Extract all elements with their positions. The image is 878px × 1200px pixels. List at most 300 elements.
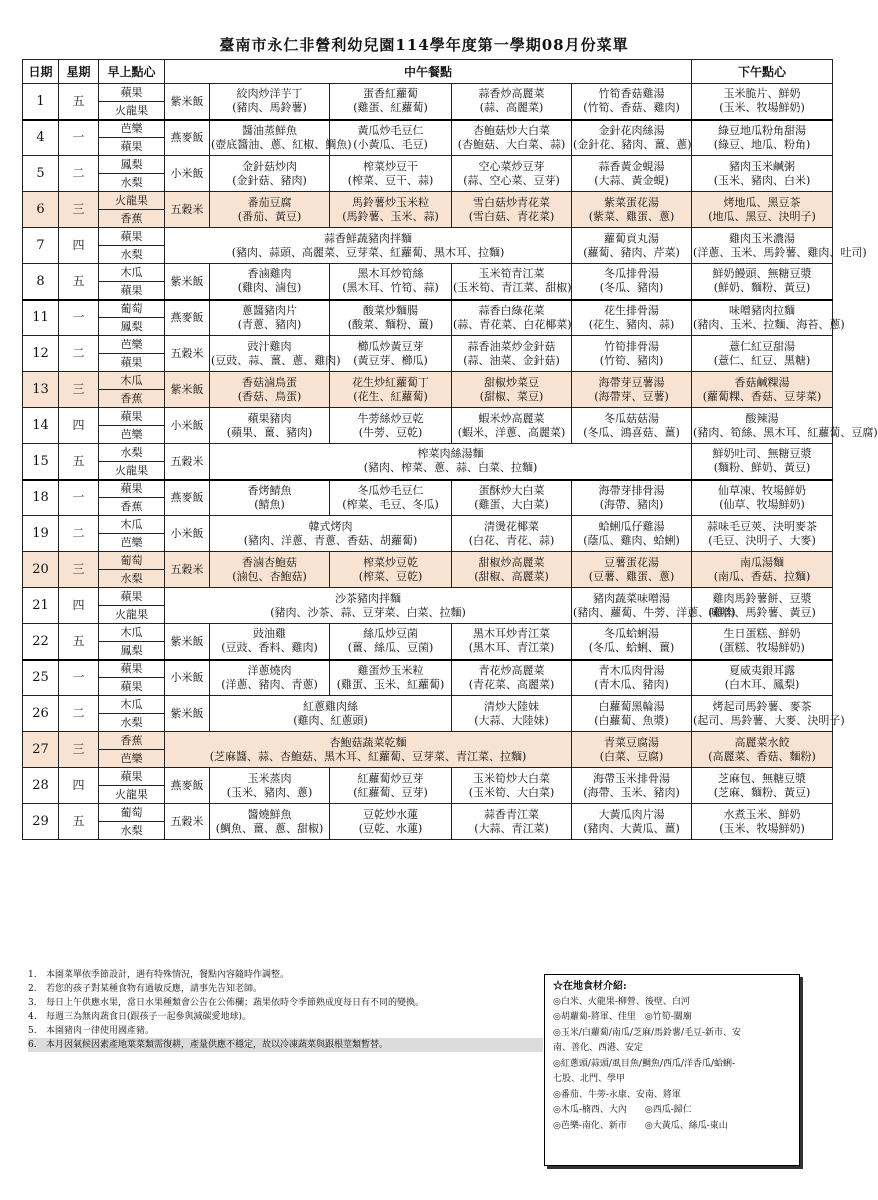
dish-ingredients: (小黃瓜、毛豆) <box>353 137 428 151</box>
morning-fruit: 木瓜 <box>99 624 165 642</box>
note-number: 1. <box>28 970 37 980</box>
dish-name: 豬肉玉米鹹粥 <box>729 159 796 173</box>
staple-grain: 紫米飯 <box>165 372 210 408</box>
lunch-dish <box>452 408 572 444</box>
morning-fruit: 蘋果 <box>99 354 165 372</box>
day-weekday: 四 <box>59 228 99 264</box>
menu-row <box>23 228 833 246</box>
day-date: 21 <box>23 588 59 624</box>
dish-name: 蛋酥炒大白菜 <box>478 483 545 497</box>
morning-fruit: 水梨 <box>99 246 165 264</box>
dish-ingredients: (蘿蔔、豬肉、芹菜) <box>583 245 680 259</box>
lunch-dish <box>210 84 330 120</box>
dish-ingredients: (冬瓜、鴻喜菇、薑) <box>583 425 680 439</box>
dish-name: 蒜味毛豆莢、決明麥茶 <box>707 519 818 533</box>
afternoon-snack <box>692 192 833 228</box>
dish-ingredients: (青蔥、豬肉) <box>237 317 302 331</box>
dish-name: 酸菜炒麵腸 <box>363 303 418 317</box>
dish-name: 玉米筍青江菜 <box>478 267 545 281</box>
lunch-dish <box>572 480 692 516</box>
dish-name: 櫛瓜炒黃豆芽 <box>357 339 424 353</box>
lunch-dish <box>572 156 692 192</box>
morning-fruit: 木瓜 <box>99 696 165 714</box>
morning-fruit: 芭樂 <box>99 336 165 354</box>
dish-ingredients: (芝麻、麵粉、黃豆) <box>713 785 811 799</box>
lunch-dish <box>452 156 572 192</box>
dish-name: 竹筍排骨湯 <box>604 339 660 353</box>
dish-ingredients: (花生、紅蘿蔔) <box>353 389 428 403</box>
morning-fruit: 蘋果 <box>99 678 165 696</box>
dish-name: 甜椒炒菜豆 <box>484 375 539 389</box>
note-item <box>28 968 543 982</box>
dish-ingredients: (蘿蔔粿、香菇、豆芽菜) <box>702 389 822 403</box>
menu-row <box>23 84 833 102</box>
dish-ingredients: (雞肉、馬鈴薯、黃豆) <box>708 605 816 619</box>
day-date: 12 <box>23 336 59 372</box>
dish-name: 烤地瓜、黑豆茶 <box>723 195 801 209</box>
lunch-dish <box>572 696 692 732</box>
menu-row <box>23 120 833 138</box>
header-lunch: 中午餐點 <box>165 60 692 84</box>
dish-ingredients: (蛋糕、牧場鮮奶) <box>719 641 805 655</box>
dish-ingredients: (黑木耳、竹筍、蒜) <box>342 281 439 295</box>
afternoon-snack <box>692 372 833 408</box>
lunch-dish <box>330 768 452 804</box>
day-weekday: 一 <box>59 660 99 696</box>
staple-grain: 小米飯 <box>165 156 210 192</box>
day-weekday: 三 <box>59 732 99 768</box>
afternoon-snack <box>692 156 833 192</box>
dish-ingredients: (番茄、黃豆) <box>237 209 302 223</box>
dish-ingredients: (紅蘿蔔、豆芽) <box>353 785 428 799</box>
dish-name: 薏仁紅豆甜湯 <box>729 339 796 353</box>
day-date: 7 <box>23 228 59 264</box>
lunch-dish <box>210 408 330 444</box>
lunch-dish <box>452 300 572 336</box>
lunch-dish <box>572 228 692 264</box>
dish-ingredients: (雞蛋、玉米、紅蘿蔔) <box>336 677 445 691</box>
dish-ingredients: (起司、馬鈴薯、大麥、決明子) <box>693 713 845 727</box>
dish-name: 竹筍香菇雞湯 <box>598 87 665 101</box>
dish-ingredients: (大蒜、青江菜) <box>474 821 549 835</box>
dish-name: 冬瓜蛤蜊湯 <box>604 627 660 641</box>
dish-name: 金針菇炒肉 <box>242 159 297 173</box>
dish-ingredients: (竹筍、豬肉) <box>599 353 664 367</box>
lunch-combined-dish <box>165 732 572 768</box>
dish-name: 黑木耳炒筍絲 <box>357 267 424 281</box>
dish-ingredients: (雪白菇、青花菜) <box>468 209 555 223</box>
dish-name: 榨菜肉絲湯麵 <box>417 447 484 461</box>
dish-name: 雞肉馬鈴薯餅、豆漿 <box>712 591 812 605</box>
staple-grain: 燕麥飯 <box>165 120 210 156</box>
lunch-dish <box>572 516 692 552</box>
menu-body <box>23 84 878 840</box>
dish-ingredients: (地瓜、黑豆、決明子) <box>708 209 816 223</box>
dish-name: 青木瓜肉骨湯 <box>598 663 665 677</box>
dish-name: 蛋香紅蘿蔔 <box>363 87 418 101</box>
lunch-dish <box>210 300 330 336</box>
dish-name: 海帶芽豆薯湯 <box>598 375 665 389</box>
menu-row <box>23 624 833 642</box>
page-title: 臺南市永仁非營利幼兒園114學年度第一學期08月份菜單 <box>219 36 629 54</box>
dish-name: 香烤鯖魚 <box>247 483 292 497</box>
staple-grain: 五穀米 <box>165 444 210 480</box>
morning-fruit: 蘋果 <box>99 660 165 678</box>
morning-fruit: 蘋果 <box>99 588 165 606</box>
dish-ingredients: (蒜、青花菜、白花椰菜) <box>453 317 572 331</box>
header-date: 日期 <box>23 60 59 84</box>
dish-ingredients: (酸菜、麵粉、薑) <box>347 317 434 331</box>
dish-ingredients: (白菜、豆腐) <box>599 749 664 763</box>
dish-name: 大黃瓜肉片湯 <box>598 807 665 821</box>
dish-ingredients: (豬肉、玉米、拉麵、海苔、蔥) <box>693 317 845 331</box>
lunch-dish <box>572 408 692 444</box>
afternoon-snack <box>692 588 833 624</box>
menu-table <box>22 59 878 840</box>
dish-name: 甜椒炒高麗菜 <box>478 555 545 569</box>
staple-grain: 五穀米 <box>165 552 210 588</box>
dish-name: 玉米蒸肉 <box>247 771 292 785</box>
lunch-dish <box>330 804 452 840</box>
staple-grain: 小米飯 <box>165 660 210 696</box>
note-item <box>28 996 543 1010</box>
menu-row <box>23 444 833 462</box>
lunch-dish <box>330 552 452 588</box>
dish-ingredients: (黃豆芽、櫛瓜) <box>353 353 428 367</box>
dish-name: 絞肉炒洋芋丁 <box>236 87 303 101</box>
header-weekday: 星期 <box>59 60 99 84</box>
dish-name: 花生排骨湯 <box>604 303 660 317</box>
morning-fruit: 火龍果 <box>99 606 165 624</box>
dish-name: 海帶玉米排骨湯 <box>593 771 671 785</box>
dish-ingredients: (豬肉、蒜頭、高麗菜、豆芽菜、紅蘿蔔、黑木耳、拉麵) <box>231 245 505 259</box>
day-weekday: 一 <box>59 300 99 336</box>
dish-name: 玉米脆片、鮮奶 <box>723 87 801 101</box>
dish-ingredients: (牛蒡、豆乾) <box>358 425 423 439</box>
afternoon-snack <box>692 804 833 840</box>
menu-row <box>23 732 833 750</box>
dish-ingredients: (豬肉、大黃瓜、薑) <box>583 821 680 835</box>
day-weekday: 三 <box>59 552 99 588</box>
lunch-dish <box>330 264 452 300</box>
dish-name: 榨菜炒豆干 <box>363 159 418 173</box>
local-ingredients-list <box>553 995 791 1135</box>
morning-fruit: 蘋果 <box>99 138 165 156</box>
day-date: 6 <box>23 192 59 228</box>
dish-name: 青花炒高麗菜 <box>478 663 545 677</box>
note-text: 每週三為無肉蔬食日(跟孩子一起參與減碳愛地球)。 <box>46 1012 252 1022</box>
day-weekday: 二 <box>59 156 99 192</box>
afternoon-snack <box>692 120 833 156</box>
dish-ingredients: (白花、青花、蒜) <box>468 533 555 547</box>
staple-grain: 紫米飯 <box>165 624 210 660</box>
lunch-dish <box>452 768 572 804</box>
menu-row <box>23 660 833 678</box>
dish-ingredients: (豆乾、水蓮) <box>358 821 423 835</box>
dish-name: 綠豆地瓜粉角甜湯 <box>718 123 807 137</box>
morning-fruit: 蘋果 <box>99 480 165 498</box>
lunch-dish <box>210 660 330 696</box>
dish-ingredients: (豆豉、香料、雞肉) <box>221 641 318 655</box>
dish-name: 洋蔥燒肉 <box>247 663 292 677</box>
menu-row <box>23 588 833 606</box>
day-weekday: 三 <box>59 192 99 228</box>
morning-fruit: 葡萄 <box>99 552 165 570</box>
morning-fruit: 水梨 <box>99 174 165 192</box>
lunch-dish <box>572 804 692 840</box>
dish-ingredients: (雞蛋、紅蘿蔔) <box>353 101 428 115</box>
dish-ingredients: (鯖魚) <box>254 497 285 511</box>
dish-name: 烤起司馬鈴薯、麥茶 <box>712 699 812 713</box>
dish-name: 蝦米炒高麗菜 <box>478 411 545 425</box>
day-weekday: 四 <box>59 408 99 444</box>
lunch-dish <box>330 84 452 120</box>
lunch-dish <box>330 300 452 336</box>
dish-name: 榨菜炒豆乾 <box>363 555 418 569</box>
header-row <box>23 60 833 84</box>
staple-grain: 小米飯 <box>165 516 210 552</box>
note-text: 本月因氣候因素產地葉菜類需復耕，產量供應不穩定，故以冷凍蔬菜與跟根莖類暫替。 <box>46 1040 389 1050</box>
dish-name: 蒜香炒高麗菜 <box>478 87 545 101</box>
dish-name: 南瓜湯麵 <box>740 555 785 569</box>
staple-grain: 五穀米 <box>165 804 210 840</box>
dish-name: 夏威夷銀耳露 <box>729 663 796 677</box>
afternoon-snack <box>692 696 845 732</box>
morning-fruit: 芭樂 <box>99 120 165 138</box>
lunch-dish <box>452 84 572 120</box>
note-item <box>28 1038 543 1052</box>
dish-name: 仙草凍、牧場鮮奶 <box>718 483 807 497</box>
staple-grain: 五穀米 <box>165 192 210 228</box>
dish-ingredients: (豆豉、蒜、薑、蔥、雞肉) <box>211 353 341 367</box>
day-weekday: 一 <box>59 480 99 516</box>
morning-fruit: 水梨 <box>99 444 165 462</box>
day-date: 13 <box>23 372 59 408</box>
menu-row <box>23 372 833 390</box>
lunch-dish <box>452 336 572 372</box>
lunch-dish <box>330 480 452 516</box>
day-date: 26 <box>23 696 59 732</box>
lunch-dish <box>452 804 572 840</box>
dish-name: 白蘿蔔黑輪湯 <box>598 699 665 713</box>
dish-name: 豉汁雞肉 <box>247 339 292 353</box>
dish-name: 蘋果豬肉 <box>247 411 292 425</box>
lunch-dish <box>572 192 692 228</box>
dish-ingredients: (白蘿蔔、魚漿) <box>594 713 669 727</box>
afternoon-snack <box>692 516 833 552</box>
morning-fruit: 鳳梨 <box>99 156 165 174</box>
day-date: 28 <box>23 768 59 804</box>
dish-name: 清炒大陸妹 <box>484 699 539 713</box>
dish-ingredients: (壺底醬油、蔥、紅椒、鯛魚) <box>211 137 352 151</box>
dish-ingredients: (海帶芽、豆薯) <box>594 389 669 403</box>
dish-ingredients: (薑、絲瓜、豆菌) <box>347 641 434 655</box>
dish-name: 玉米筍炒大白菜 <box>473 771 550 785</box>
dish-name: 蒜香鮮蔬豬肉拌麵 <box>324 231 412 245</box>
lunch-dish <box>572 372 692 408</box>
morning-fruit: 蘋果 <box>99 228 165 246</box>
morning-fruit: 木瓜 <box>99 264 165 282</box>
dish-name: 雞肉玉米濃湯 <box>729 231 796 245</box>
notes-list <box>28 968 543 1052</box>
morning-fruit: 蘋果 <box>99 768 165 786</box>
lunch-dish <box>572 588 736 624</box>
dish-ingredients: (香菇、鳥蛋) <box>237 389 302 403</box>
dish-name: 冬瓜炒毛豆仁 <box>357 483 424 497</box>
afternoon-snack <box>692 264 833 300</box>
dish-name: 紅蔥雞肉絲 <box>303 699 358 713</box>
lunch-dish <box>210 768 330 804</box>
lunch-main-dish <box>210 516 452 552</box>
dish-name: 豆乾炒水蓮 <box>363 807 418 821</box>
dish-ingredients: (大蒜、大陸妹) <box>474 713 549 727</box>
local-ingredient-line: 七股、北門、學甲 <box>553 1074 626 1084</box>
dish-name: 杏鮑菇炒大白菜 <box>473 123 550 137</box>
day-date: 14 <box>23 408 59 444</box>
dish-ingredients: (豬肉、馬鈴薯) <box>232 101 307 115</box>
lunch-dish <box>330 660 452 696</box>
dish-name: 蒜香油菜炒金針菇 <box>467 339 556 353</box>
local-ingredients-box <box>544 974 800 1166</box>
dish-ingredients: (滷包、杏鮑菇) <box>232 569 307 583</box>
local-ingredient-line: ◎芭樂-南化、新市 ◎大黃瓜、絲瓜-東山 <box>553 1120 728 1131</box>
day-date: 18 <box>23 480 59 516</box>
lunch-dish <box>210 192 330 228</box>
dish-name: 豬肉蔬菜味噌湯 <box>593 591 671 605</box>
staple-grain: 小米飯 <box>165 408 210 444</box>
dish-ingredients: (豬肉、蘿蔔、牛蒡、洋蔥、味噌) <box>573 605 736 619</box>
dish-name: 蛤蜊瓜仔雞湯 <box>598 519 665 533</box>
dish-name: 味噌豬肉拉麵 <box>729 303 796 317</box>
lunch-dish <box>210 336 341 372</box>
note-item <box>28 982 543 996</box>
dish-name: 雞蛋炒玉米粒 <box>357 663 424 677</box>
dish-name: 紅蘿蔔炒豆芽 <box>357 771 424 785</box>
dish-ingredients: (冬瓜、蛤蜊、薑) <box>588 641 675 655</box>
afternoon-snack <box>692 552 833 588</box>
day-weekday: 四 <box>59 588 99 624</box>
morning-fruit: 蘋果 <box>99 282 165 300</box>
dish-ingredients: (竹筍、香菇、雞肉) <box>583 101 680 115</box>
morning-fruit: 葡萄 <box>99 300 165 318</box>
dish-name: 黑木耳炒青江菜 <box>473 627 550 641</box>
menu-row <box>23 192 833 210</box>
menu-row <box>23 516 833 534</box>
morning-fruit: 水梨 <box>99 714 165 732</box>
morning-fruit: 水梨 <box>99 570 165 588</box>
dish-name: 生日蛋糕、鮮奶 <box>723 627 801 641</box>
dish-ingredients: (甜椒、高麗菜) <box>474 569 549 583</box>
dish-name: 金針花肉絲湯 <box>598 123 665 137</box>
morning-fruit: 蘋果 <box>99 408 165 426</box>
local-ingredient-line: ◎番茄、牛蒡-永康、安南、將軍 <box>553 1089 681 1100</box>
note-text: 若您的孩子對某種食物有過敏反應，請事先告知老師。 <box>46 984 263 994</box>
day-weekday: 四 <box>59 768 99 804</box>
dish-ingredients: (豆薯、雞蛋、蔥) <box>588 569 675 583</box>
day-date: 25 <box>23 660 59 696</box>
dish-ingredients: (金針花、豬肉、薑、蔥) <box>573 137 692 151</box>
morning-fruit: 芭樂 <box>99 534 165 552</box>
lunch-dish <box>572 732 692 768</box>
staple-grain: 燕麥飯 <box>165 300 210 336</box>
dish-name: 冬瓜排骨湯 <box>604 267 660 281</box>
note-number: 5. <box>28 1026 37 1036</box>
dish-ingredients: (蒜、油菜、金針菇) <box>463 353 560 367</box>
dish-ingredients: (玉米、牧場鮮奶) <box>719 821 805 835</box>
dish-ingredients: (芝麻醬、蒜、杏鮑菇、黑木耳、紅蘿蔔、豆芽菜、青江菜、拉麵) <box>209 749 527 763</box>
menu-row <box>23 696 833 714</box>
dish-name: 豆薯蛋花湯 <box>604 555 660 569</box>
lunch-dish <box>330 336 452 372</box>
lunch-dish <box>452 552 572 588</box>
note-text: 本園菜單依季節設計，遇有特殊情況，餐點內容隨時作調整。 <box>46 970 290 980</box>
dish-ingredients: (甜椒、菜豆) <box>479 389 544 403</box>
dish-ingredients: (花生、豬肉、蒜) <box>588 317 675 331</box>
afternoon-snack <box>692 444 833 480</box>
dish-name: 香滷杏鮑菇 <box>242 555 297 569</box>
dish-ingredients: (高麗菜、香菇、麵粉) <box>708 749 816 763</box>
afternoon-snack <box>692 660 833 696</box>
local-ingredient-line: ◎紅蔥頭/蒜頭/虱目魚/鯛魚/西瓜/洋香瓜/蛤蜊- <box>553 1058 736 1069</box>
dish-name: 沙茶豬肉拌麵 <box>335 591 401 605</box>
morning-fruit: 火龍果 <box>99 786 165 804</box>
dish-name: 牛蒡絲炒豆乾 <box>357 411 424 425</box>
dish-ingredients: (蒜、空心菜、豆芽) <box>463 173 560 187</box>
note-item <box>28 1024 543 1038</box>
lunch-dish <box>452 264 572 300</box>
dish-ingredients: (洋蔥、豬肉、青蔥) <box>221 677 318 691</box>
day-date: 19 <box>23 516 59 552</box>
lunch-dish <box>572 552 692 588</box>
staple-grain: 紫米飯 <box>165 84 210 120</box>
dish-name: 海帶芽排骨湯 <box>598 483 665 497</box>
menu-row <box>23 804 833 822</box>
dish-ingredients: (黑木耳、青江菜) <box>468 641 555 655</box>
dish-ingredients: (馬鈴薯、玉米、蒜) <box>342 209 439 223</box>
dish-name: 黃瓜炒毛豆仁 <box>357 123 424 137</box>
menu-row <box>23 300 833 318</box>
note-number: 4. <box>28 1012 37 1022</box>
morning-fruit: 芭樂 <box>99 426 165 444</box>
lunch-dish <box>210 624 330 660</box>
morning-fruit: 香蕉 <box>99 732 165 750</box>
dish-name: 醬油蒸鮮魚 <box>242 123 297 137</box>
lunch-dish <box>572 300 692 336</box>
dish-ingredients: (鯛魚、薑、蔥、甜椒) <box>215 821 324 835</box>
dish-name: 鮮奶吐司、無糖豆漿 <box>712 447 812 461</box>
dish-name: 酸辣湯 <box>745 411 779 425</box>
menu-row <box>23 264 833 282</box>
menu-row <box>23 336 833 354</box>
morning-fruit: 芭樂 <box>99 750 165 768</box>
morning-fruit: 木瓜 <box>99 372 165 390</box>
menu-row <box>23 408 833 426</box>
morning-fruit: 木瓜 <box>99 516 165 534</box>
lunch-dish <box>452 516 572 552</box>
afternoon-snack <box>692 84 833 120</box>
dish-ingredients: (紫菜、雞蛋、蔥) <box>588 209 675 223</box>
lunch-main-dish <box>210 696 452 732</box>
morning-fruit: 火龍果 <box>99 462 165 480</box>
afternoon-snack <box>692 624 833 660</box>
staple-grain: 燕麥飯 <box>165 768 210 804</box>
dish-name: 清燙花椰菜 <box>484 519 539 533</box>
day-weekday: 五 <box>59 624 99 660</box>
dish-name: 馬鈴薯炒玉米粒 <box>352 195 429 209</box>
day-weekday: 五 <box>59 264 99 300</box>
dish-ingredients: (金針菇、豬肉) <box>232 173 307 187</box>
menu-row <box>23 768 833 786</box>
